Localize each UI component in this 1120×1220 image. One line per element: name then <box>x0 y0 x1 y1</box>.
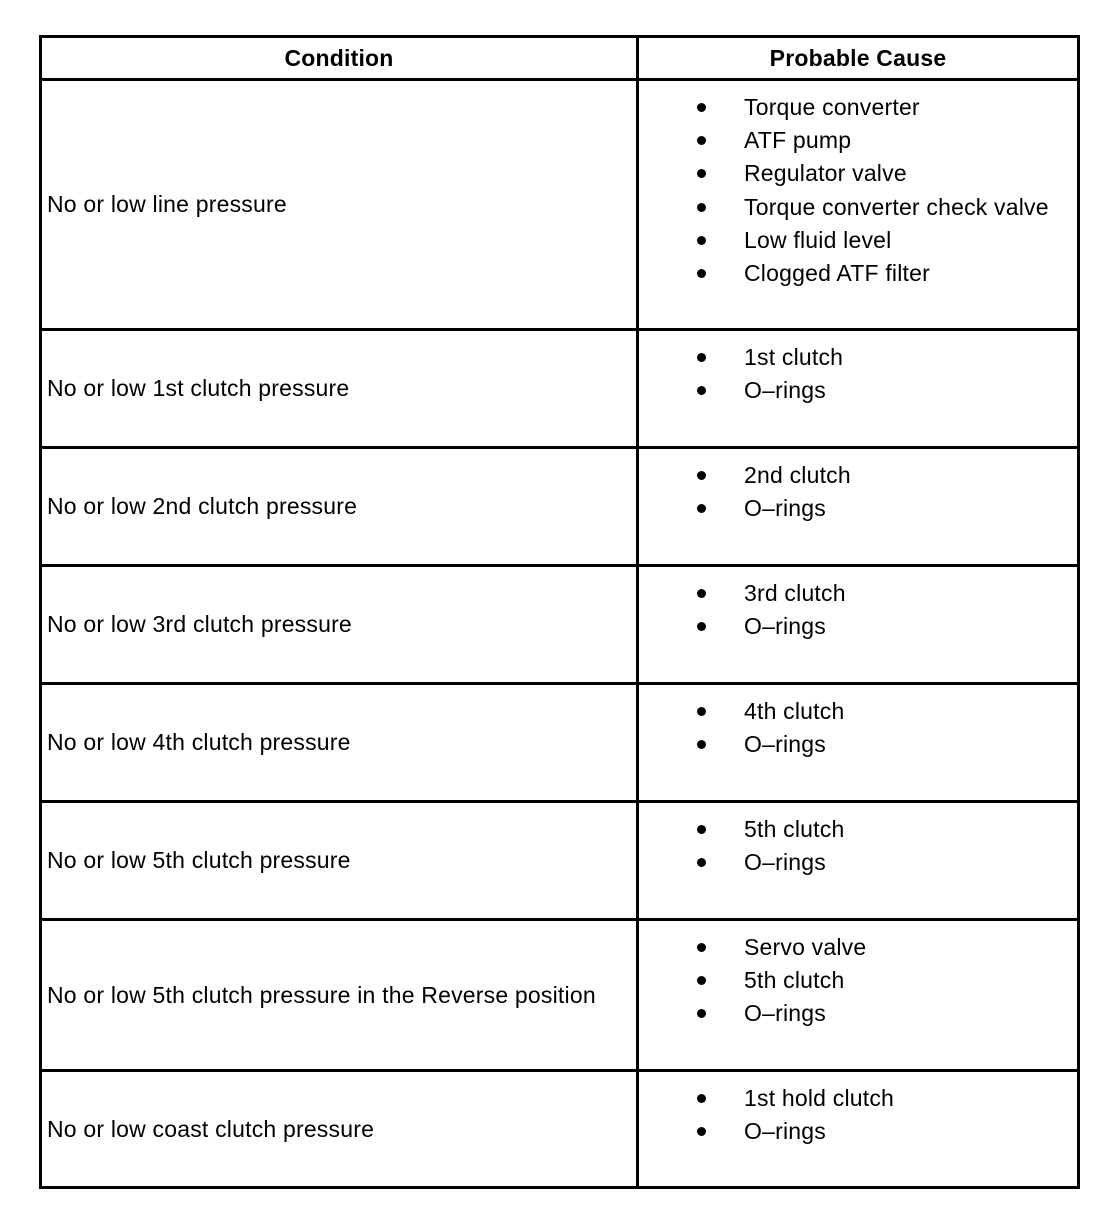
condition-cell: No or low 5th clutch pressure in the Reverse position <box>42 921 639 1069</box>
condition-cell: No or low line pressure <box>42 81 639 328</box>
table-row <box>42 921 1077 1072</box>
cause-text: O–rings <box>744 1118 826 1145</box>
table-row <box>42 331 1077 449</box>
table-row <box>42 449 1077 567</box>
list-item <box>639 932 1077 965</box>
cause-list <box>639 578 1077 644</box>
troubleshooting-table <box>39 35 1080 1189</box>
cause-cell <box>639 449 1077 564</box>
list-item <box>639 965 1077 998</box>
cause-text: 4th clutch <box>744 698 845 724</box>
list-item <box>639 225 1077 258</box>
bullet-icon <box>697 858 706 867</box>
bullet-icon <box>697 1009 706 1018</box>
bullet-icon <box>697 353 706 362</box>
cause-cell <box>639 921 1077 1069</box>
list-item <box>639 192 1077 225</box>
list-item <box>639 814 1077 847</box>
cause-text: 5th clutch <box>744 967 845 994</box>
table-row <box>42 685 1077 803</box>
list-item <box>639 125 1077 158</box>
bullet-icon <box>697 976 706 985</box>
list-item <box>639 611 1077 644</box>
bullet-icon <box>697 622 706 631</box>
cause-text: Regulator valve <box>744 160 907 187</box>
list-item <box>639 158 1077 191</box>
bullet-icon <box>697 740 706 749</box>
bullet-icon <box>697 136 706 145</box>
cause-list <box>639 932 1077 1032</box>
bullet-icon <box>697 471 706 480</box>
cause-text: O–rings <box>744 731 826 758</box>
cause-text: Low fluid level <box>744 226 892 253</box>
list-item <box>639 460 1077 493</box>
cause-text: Torque converter <box>744 94 920 120</box>
table-row <box>42 81 1077 331</box>
cause-text: O–rings <box>744 495 826 522</box>
bullet-icon <box>697 236 706 245</box>
cause-list <box>639 696 1077 762</box>
cause-text: Servo valve <box>744 934 867 960</box>
list-item <box>639 342 1077 375</box>
list-item <box>639 847 1077 880</box>
cause-text: 2nd clutch <box>744 462 851 488</box>
header-probable-cause: Probable Cause <box>769 44 947 71</box>
table-row <box>42 567 1077 685</box>
condition-cell: No or low 2nd clutch pressure <box>42 449 639 564</box>
cause-cell <box>639 81 1077 328</box>
cause-text: O–rings <box>744 377 826 404</box>
bullet-icon <box>697 169 706 178</box>
list-item <box>639 258 1077 291</box>
cause-cell <box>639 1072 1077 1186</box>
list-item <box>639 998 1077 1031</box>
list-item <box>639 493 1077 526</box>
bullet-icon <box>697 1127 706 1136</box>
list-item <box>639 729 1077 762</box>
list-item <box>639 1083 1077 1116</box>
cause-text: ATF pump <box>744 127 852 154</box>
bullet-icon <box>697 707 706 716</box>
cause-text: 1st hold clutch <box>744 1085 895 1111</box>
table-row <box>42 1072 1077 1186</box>
list-item <box>639 696 1077 729</box>
list-item <box>639 1116 1077 1149</box>
header-condition: Condition <box>42 38 639 78</box>
bullet-icon <box>697 504 706 513</box>
bullet-icon <box>697 943 706 952</box>
cause-list <box>639 814 1077 880</box>
cause-text: 1st clutch <box>744 344 844 370</box>
cause-cell <box>639 685 1077 800</box>
bullet-icon <box>697 203 706 212</box>
cause-list <box>639 342 1077 408</box>
cause-text: O–rings <box>744 849 826 876</box>
list-item <box>639 578 1077 611</box>
cause-text: Clogged ATF filter <box>744 259 930 286</box>
cause-list <box>639 92 1077 291</box>
cause-list <box>639 460 1077 526</box>
cause-cell <box>639 803 1077 918</box>
cause-cell <box>639 567 1077 682</box>
bullet-icon <box>697 103 706 112</box>
list-item <box>639 92 1077 125</box>
table-header-row <box>42 38 1077 81</box>
bullet-icon <box>697 386 706 395</box>
list-item <box>639 375 1077 408</box>
cause-list <box>639 1083 1077 1149</box>
condition-cell: No or low coast clutch pressure <box>42 1072 639 1186</box>
cause-text: O–rings <box>744 1000 826 1027</box>
cause-text: 3rd clutch <box>744 580 846 606</box>
cause-text: 5th clutch <box>744 816 845 842</box>
bullet-icon <box>697 825 706 834</box>
cause-text: O–rings <box>744 613 826 640</box>
bullet-icon <box>697 1094 706 1103</box>
cause-text: Torque converter check valve <box>744 193 1049 220</box>
condition-cell: No or low 3rd clutch pressure <box>42 567 639 682</box>
condition-cell: No or low 1st clutch pressure <box>42 331 639 446</box>
bullet-icon <box>697 269 706 278</box>
cause-cell <box>639 331 1077 446</box>
bullet-icon <box>697 589 706 598</box>
table-row <box>42 803 1077 921</box>
condition-cell: No or low 5th clutch pressure <box>42 803 639 918</box>
condition-cell: No or low 4th clutch pressure <box>42 685 639 800</box>
